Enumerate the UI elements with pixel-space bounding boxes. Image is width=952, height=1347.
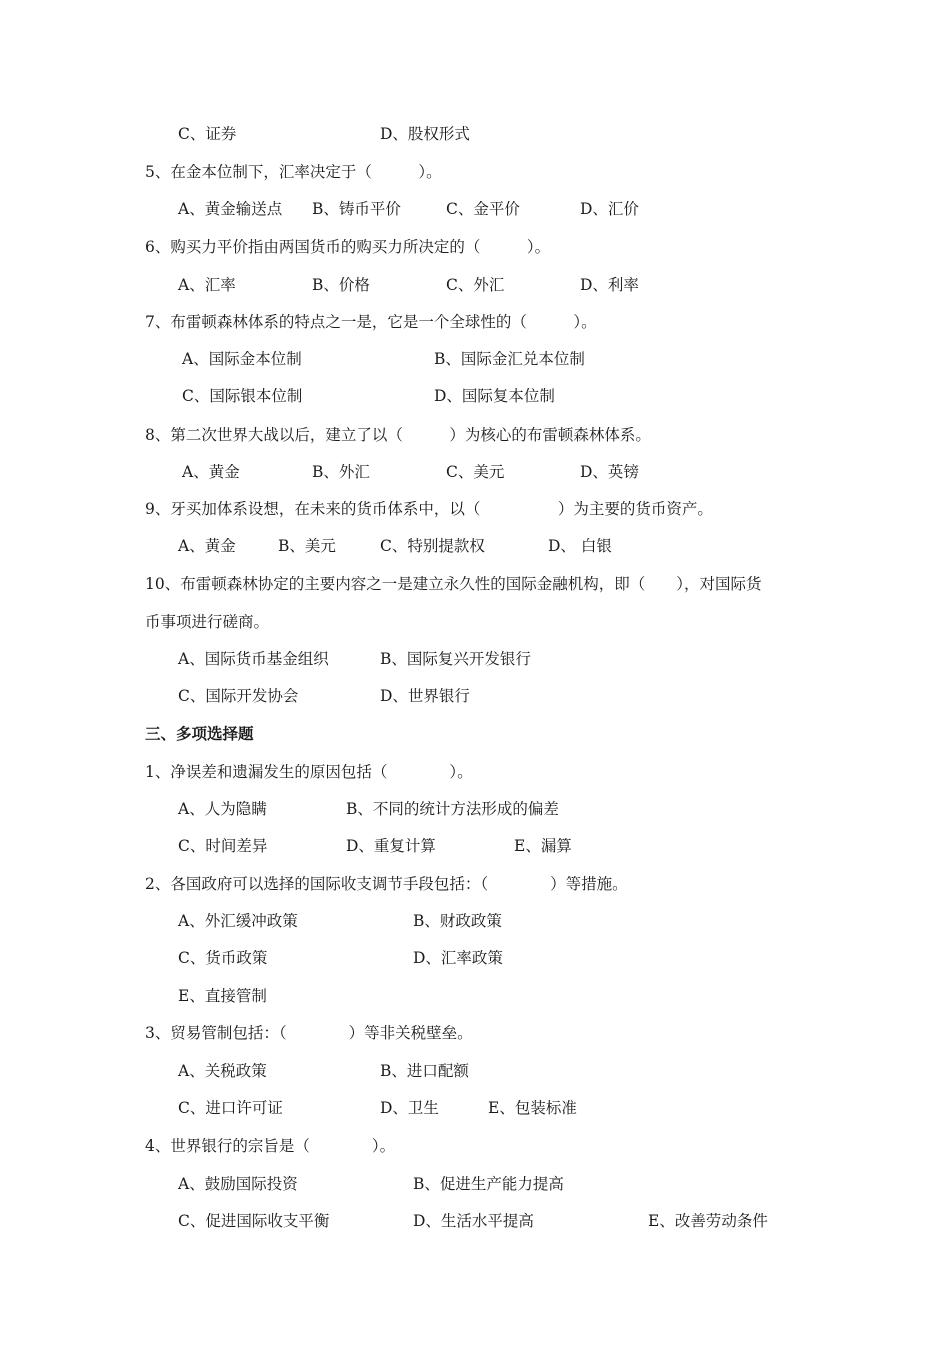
question-line [0,157,952,187]
option-b: B、美元 [278,537,336,555]
option-a: A、汇率 [178,276,236,294]
options-row [0,906,952,936]
question-line [0,1131,952,1161]
option-d: D、 白银 [548,537,612,555]
options-row [0,681,952,711]
option-b: B、国际金汇兑本位制 [434,350,585,368]
option-c: C、特别提款权 [380,537,485,555]
question-line [0,232,952,262]
option-a: A、黄金 [178,537,236,555]
option-c: C、时间差异 [178,837,268,855]
option-a: A、关税政策 [178,1062,267,1080]
options-row [0,794,952,824]
option-e: E、改善劳动条件 [648,1212,768,1230]
options-row [0,1093,952,1123]
question-text: 7、布雷顿森林体系的特点之一是，它是一个全球性的（ ）。 [145,313,597,331]
option-c: C、国际银本位制 [182,387,303,405]
option-d: D、汇率政策 [413,949,503,967]
option-b: B、促进生产能力提高 [413,1175,564,1193]
option-d: D、生活水平提高 [413,1212,534,1230]
option-c: C、金平价 [446,200,520,218]
option-d: D、利率 [580,276,639,294]
question-text: 币事项进行磋商。 [145,613,270,631]
question-line-continued [0,607,952,637]
options-row [0,119,952,149]
options-row [0,381,952,411]
option-c: C、美元 [446,463,505,481]
question-line [0,420,952,450]
question-text: 10、布雷顿森林协定的主要内容之一是建立永久性的国际金融机构，即（ ），对国际货 [145,575,762,593]
option-d: D、股权形式 [380,125,470,143]
option-b: B、价格 [312,276,370,294]
options-row [0,831,952,861]
option-e: E、直接管制 [178,987,267,1005]
option-a: A、鼓励国际投资 [178,1175,298,1193]
option-a: A、外汇缓冲政策 [178,912,298,930]
options-row [0,1206,952,1236]
option-b: B、国际复兴开发银行 [380,650,531,668]
option-b: B、外汇 [312,463,370,481]
question-line [0,869,952,899]
options-row [0,270,952,300]
option-b: B、不同的统计方法形成的偏差 [346,800,559,818]
option-e: E、包装标准 [488,1099,577,1117]
question-line [0,569,952,599]
option-b: B、进口配额 [380,1062,469,1080]
option-a: A、国际金本位制 [182,350,302,368]
options-row [0,344,952,374]
option-c: C、证券 [178,125,237,143]
option-c: C、外汇 [446,276,505,294]
question-text: 8、第二次世界大战以后，建立了以（ ）为核心的布雷顿森林体系。 [145,426,651,444]
option-d: D、国际复本位制 [434,387,555,405]
option-e: E、漏算 [514,837,572,855]
options-row [0,981,952,1011]
question-text: 9、牙买加体系设想，在未来的货币体系中，以（ ）为主要的货币资产。 [145,500,713,518]
options-row [0,644,952,674]
option-d: D、英镑 [580,463,639,481]
options-row [0,194,952,224]
option-b: B、财政政策 [413,912,502,930]
options-row [0,1056,952,1086]
question-line [0,494,952,524]
question-text: 5、在金本位制下，汇率决定于（ ）。 [145,163,442,181]
question-text: 4、世界银行的宗旨是（ ）。 [145,1137,396,1155]
question-text: 1、净误差和遗漏发生的原因包括（ ）。 [145,763,473,781]
options-row [0,531,952,561]
option-c: C、国际开发协会 [178,687,299,705]
option-d: D、重复计算 [346,837,436,855]
question-text: 6、购买力平价指由两国货币的购买力所决定的（ ）。 [145,238,551,256]
question-line [0,307,952,337]
question-line [0,1018,952,1048]
options-row [0,457,952,487]
question-line [0,757,952,787]
option-c: C、进口许可证 [178,1099,283,1117]
option-b: B、铸币平价 [312,200,401,218]
option-d: D、世界银行 [380,687,470,705]
option-a: A、人为隐瞒 [178,800,267,818]
option-c: C、货币政策 [178,949,268,967]
option-c: C、促进国际收支平衡 [178,1212,330,1230]
option-a: A、国际货币基金组织 [178,650,329,668]
options-row [0,943,952,973]
option-d: D、汇价 [580,200,639,218]
question-text: 3、贸易管制包括：（ ）等非关税壁垒。 [145,1024,473,1042]
option-a: A、黄金 [182,463,240,481]
options-row [0,1169,952,1199]
option-a: A、黄金输送点 [178,200,283,218]
section-heading [0,719,952,749]
option-d: D、卫生 [380,1099,439,1117]
question-text: 2、各国政府可以选择的国际收支调节手段包括：（ ）等措施。 [145,875,628,893]
section-heading-text: 三、多项选择题 [145,724,254,743]
